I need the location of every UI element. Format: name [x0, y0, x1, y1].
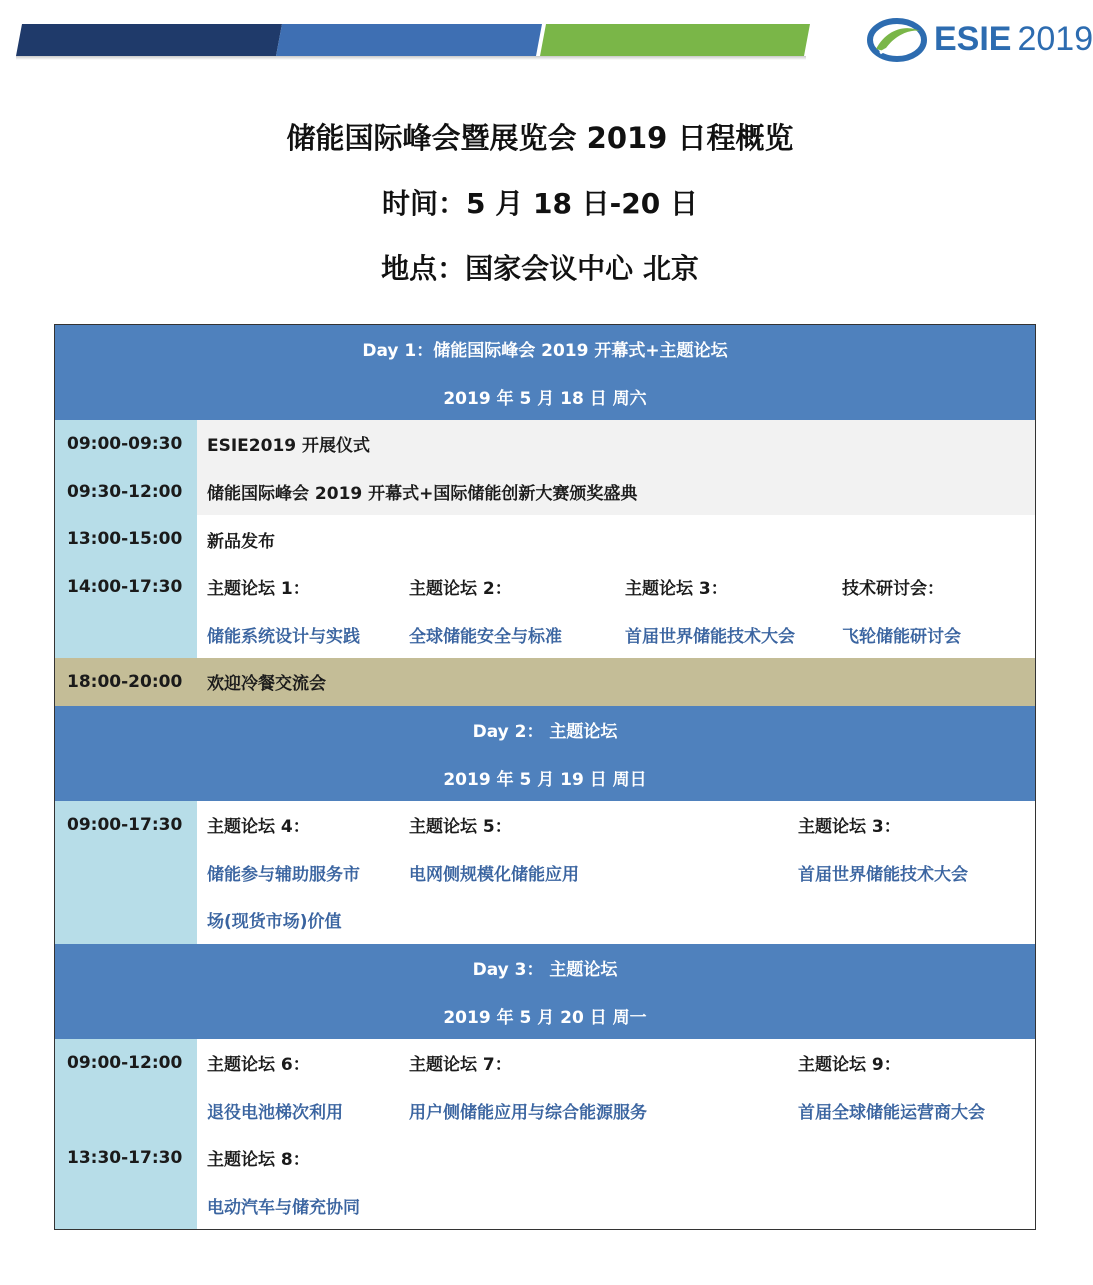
forum-label: 技术研讨会：: [842, 579, 944, 600]
time-cell: 09:00-12:00: [55, 1039, 197, 1087]
time-cell: 13:00-15:00: [55, 515, 197, 563]
time-cell: 09:30-12:00: [55, 468, 197, 516]
forum-label: 主题论坛 1：: [207, 579, 310, 600]
event-place: 地点：国家会议中心 北京: [381, 252, 699, 285]
bar-shadow: [16, 56, 806, 60]
forum-label: 主题论坛 4：: [207, 817, 310, 838]
forum-topic: 电网侧规模化储能应用: [409, 864, 579, 885]
session-text: ESIE2019 开展仪式: [207, 436, 371, 457]
table-row: [55, 611, 1035, 659]
table-row: [55, 468, 1035, 516]
forum-topic: 储能系统设计与实践: [207, 626, 360, 647]
swoosh-logo-icon: [866, 15, 928, 63]
blue-bar: [276, 24, 542, 56]
day3-date-text: 2019 年 5 月 20 日 周一: [443, 1007, 647, 1028]
green-bar: [540, 24, 810, 56]
session-text: 欢迎冷餐交流会: [207, 674, 326, 695]
time-cell: 14:00-17:30: [55, 563, 197, 611]
day1-date: [55, 373, 1035, 421]
table-row: [55, 1039, 1035, 1087]
day3-header: [55, 944, 1035, 992]
forum-topic: 首届世界储能技术大会: [798, 864, 968, 885]
forum-topic: 全球储能安全与标准: [409, 626, 562, 647]
forum-topic: 储能参与辅助服务市: [207, 864, 360, 885]
table-row: [55, 658, 1035, 706]
esie-logo: [866, 14, 1093, 64]
logo-year: 2019: [1017, 19, 1093, 58]
table-row: [55, 801, 1035, 849]
table-row: [55, 515, 1035, 563]
forum-topic: 飞轮储能研讨会: [842, 626, 961, 647]
time-cell: [55, 1182, 197, 1230]
table-row: [55, 896, 1035, 944]
forum-topic: 用户侧储能应用与综合能源服务: [409, 1102, 647, 1123]
time-cell: 18:00-20:00: [55, 658, 197, 706]
table-row: [55, 420, 1035, 468]
day2-date-text: 2019 年 5 月 19 日 周日: [443, 769, 647, 790]
day1-date-text: 2019 年 5 月 18 日 周六: [443, 388, 647, 409]
day2-header: [55, 706, 1035, 754]
time-cell: [55, 896, 197, 944]
day2-date: [55, 753, 1035, 801]
day3-date: [55, 991, 1035, 1039]
table-row: [55, 1134, 1035, 1182]
time-cell: 13:30-17:30: [55, 1134, 197, 1182]
forum-topic: 电动汽车与储充协同: [207, 1197, 360, 1218]
time-cell: [55, 849, 197, 897]
forum-label: 主题论坛 9：: [798, 1055, 901, 1076]
schedule-table: [54, 324, 1036, 1230]
day1-header-text: Day 1：储能国际峰会 2019 开幕式+主题论坛: [362, 341, 728, 362]
table-row: [55, 1087, 1035, 1135]
day2-header-text: Day 2： 主题论坛: [472, 722, 618, 743]
time-cell: [55, 1087, 197, 1135]
table-row: [55, 1182, 1035, 1230]
forum-topic: 场(现货市场)价值: [207, 912, 342, 933]
forum-label: 主题论坛 8：: [207, 1150, 310, 1171]
header-decor-bars: [0, 24, 820, 60]
time-cell: 09:00-09:30: [55, 420, 197, 468]
time-cell: 09:00-17:30: [55, 801, 197, 849]
table-row: [55, 563, 1035, 611]
forum-label: 主题论坛 2：: [409, 579, 512, 600]
forum-label: 主题论坛 6：: [207, 1055, 310, 1076]
event-time: 时间：5 月 18 日-20 日: [381, 187, 699, 220]
session-text: 新品发布: [207, 531, 275, 552]
time-cell: [55, 611, 197, 659]
forum-topic: 首届全球储能运营商大会: [798, 1102, 985, 1123]
forum-topic: 退役电池梯次利用: [207, 1102, 343, 1123]
forum-topic: 首届世界储能技术大会: [625, 626, 795, 647]
logo-brand: ESIE: [934, 19, 1012, 58]
forum-label: 主题论坛 5：: [409, 817, 512, 838]
table-row: [55, 849, 1035, 897]
forum-label: 主题论坛 7：: [409, 1055, 512, 1076]
dark-blue-bar: [16, 24, 282, 56]
forum-label: 主题论坛 3：: [625, 579, 728, 600]
forum-label: 主题论坛 3：: [798, 817, 901, 838]
page-title: 储能国际峰会暨展览会 2019 日程概览: [286, 121, 794, 155]
session-text: 储能国际峰会 2019 开幕式+国际储能创新大赛颁奖盛典: [207, 484, 638, 505]
day3-header-text: Day 3： 主题论坛: [472, 960, 618, 981]
day1-header: [55, 325, 1035, 373]
